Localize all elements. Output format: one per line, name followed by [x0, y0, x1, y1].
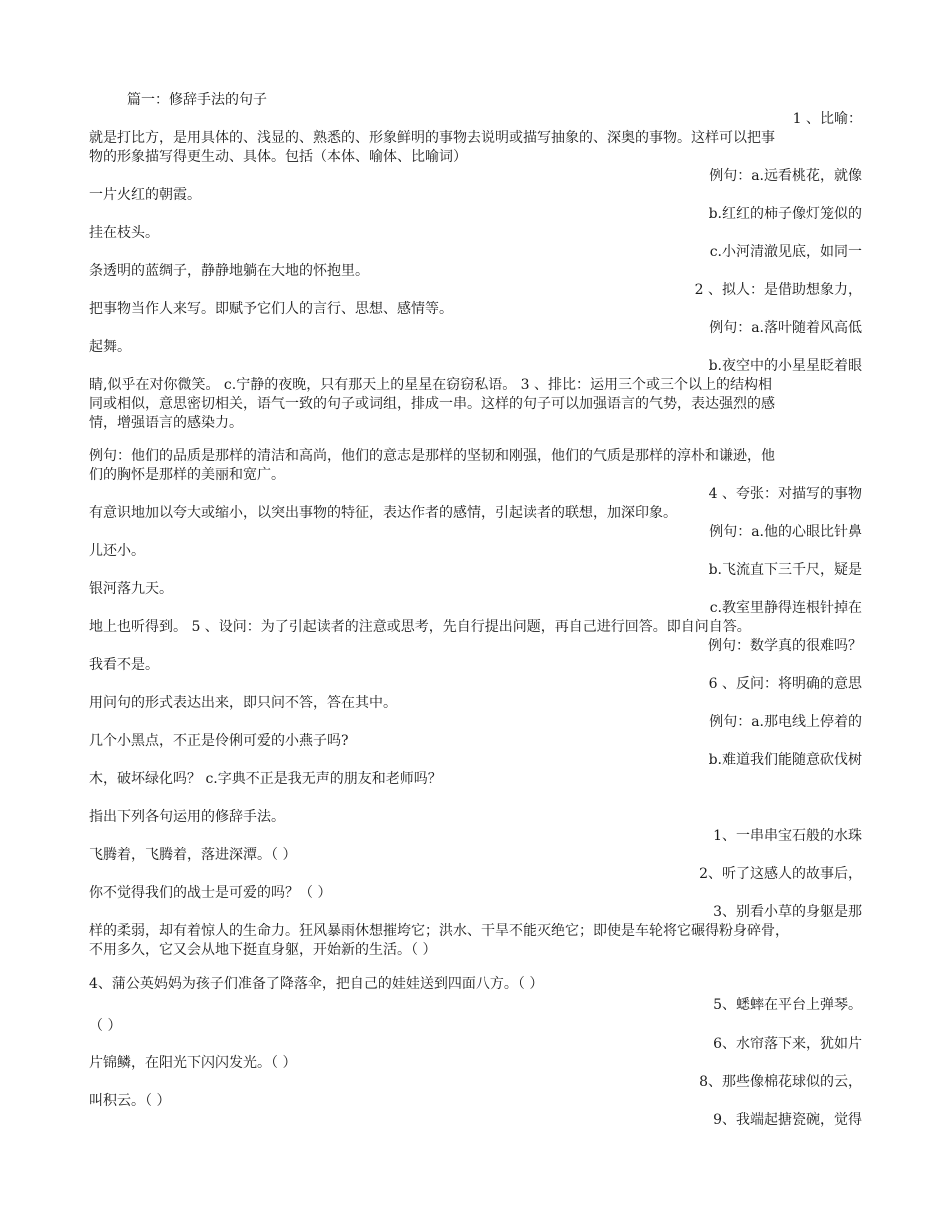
text-line: 叫积云。（ ） — [89, 1093, 171, 1109]
text-line: 地上也听得到。 5 、设问：为了引起读者的注意或思考，先自行提出问题，再自己进行回答。即自问自答。 — [89, 619, 751, 635]
text-line: 物的形象描写得更生动、具体。包括（本体、喻体、比喻词） — [89, 149, 467, 165]
text-line: 你不觉得我们的战士是可爱的吗？（ ） — [89, 885, 332, 901]
text-line: 起舞。 — [89, 339, 131, 355]
text-line: 就是打比方，是用具体的、浅显的、熟悉的、形象鲜明的事物去说明或描写抽象的、深奥的事物。这样可以把事 — [89, 130, 775, 146]
text-line: 片锦鳞，在阳光下闪闪发光。（ ） — [89, 1055, 297, 1071]
heading-rhetorical-question: 6 、反问：将明确的意思 — [708, 676, 862, 692]
exercise-item: 2、听了这感人的故事后， — [699, 866, 862, 882]
example-line: 例句：a.他的心眼比针鼻 — [709, 524, 862, 540]
example-line: 例句：a.那电线上停着的 — [709, 714, 862, 730]
text-line: 条透明的蓝绸子，静静地躺在大地的怀抱里。 — [89, 263, 369, 279]
text-line: 飞腾着，飞腾着，落进深潭。（ ） — [89, 847, 297, 863]
section-title: 篇一：修辞手法的句子 — [127, 92, 267, 108]
text-line: 几个小黑点，不正是伶俐可爱的小燕子吗? — [89, 733, 349, 749]
example-line: c.教室里静得连根针掉在 — [709, 600, 862, 616]
exercise-item: 1、一串串宝石般的水珠 — [713, 828, 862, 844]
exercise-instruction: 指出下列各句运用的修辞手法。 — [89, 809, 285, 825]
text-line: （ ） — [89, 1018, 122, 1034]
exercise-item: 8、那些像棉花球似的云， — [699, 1074, 862, 1090]
text-line: 例句：他们的品质是那样的清洁和高尚，他们的意志是那样的坚韧和刚强，他们的气质是那样的淳朴和谦逊，他 — [89, 448, 775, 464]
text-line: 我看不是。 — [89, 657, 159, 673]
text-line: 用问句的形式表达出来，即只问不答，答在其中。 — [89, 695, 397, 711]
exercise-item: 6、水帘落下来，犹如片 — [713, 1036, 862, 1052]
example-line: b.飞流直下三千尺，疑是 — [708, 562, 862, 578]
example-line: b.难道我们能随意砍伐树 — [708, 752, 862, 768]
exercise-item: 5、蟋蟀在平台上弹琴。 — [713, 997, 862, 1013]
text-line: 银河落九天。 — [89, 581, 173, 597]
text-line: 们的胸怀是那样的美丽和宽广。 — [89, 467, 285, 483]
text-line: 一片火红的朝霞。 — [89, 187, 201, 203]
example-line: b.夜空中的小星星眨着眼 — [708, 358, 862, 374]
text-line: 同或相似，意思密切相关，语气一致的句子或词组，排成一串。这样的句子可以加强语言的气势，表达强烈的感 — [89, 396, 775, 412]
text-line: 挂在枝头。 — [89, 225, 159, 241]
text-line: 有意识地加以夸大或缩小，以突出事物的特征，表达作者的感情，引起读者的联想，加深印象。 — [89, 505, 677, 521]
heading-personification: 2 、拟人：是借助想象力， — [694, 282, 862, 298]
exercise-item: 9、我端起搪瓷碗，觉得 — [713, 1112, 862, 1128]
example-line: c.小河清澈见底，如同一 — [709, 244, 862, 260]
example-line: 例句：a.落叶随着风高低 — [709, 320, 862, 336]
text-line: 样的柔弱，却有着惊人的生命力。狂风暴雨休想摧垮它；洪水、干旱不能灭绝它；即使是车轮将它碾得粉身碎骨， — [89, 923, 789, 939]
heading-simile: 1 、比喻： — [792, 111, 862, 127]
text-line: 把事物当作人来写。即赋予它们人的言行、思想、感情等。 — [89, 301, 453, 317]
text-line: 不用多久，它又会从地下挺直身躯，开始新的生活。（ ） — [89, 942, 437, 958]
exercise-item: 4、蒲公英妈妈为孩子们准备了降落伞，把自己的娃娃送到四面八方。（ ） — [89, 976, 544, 992]
text-line: 木，破坏绿化吗？ c.字典不正是我无声的朋友和老师吗？ — [89, 771, 442, 787]
text-line: 睛,似乎在对你微笑。 c.宁静的夜晚，只有那天上的星星在窃窃私语。 3 、排比：运用三个或三个以上的结构相 — [89, 377, 772, 393]
example-line: 例句：数学真的很难吗？ — [708, 638, 862, 654]
text-line: 情，增强语言的感染力。 — [89, 415, 243, 431]
example-line: b.红红的柿子像灯笼似的 — [708, 206, 862, 222]
example-line: 例句：a.远看桃花，就像 — [709, 168, 862, 184]
text-line: 儿还小。 — [89, 543, 145, 559]
heading-hyperbole: 4 、夸张：对描写的事物 — [708, 486, 862, 502]
exercise-item: 3、别看小草的身躯是那 — [713, 904, 862, 920]
